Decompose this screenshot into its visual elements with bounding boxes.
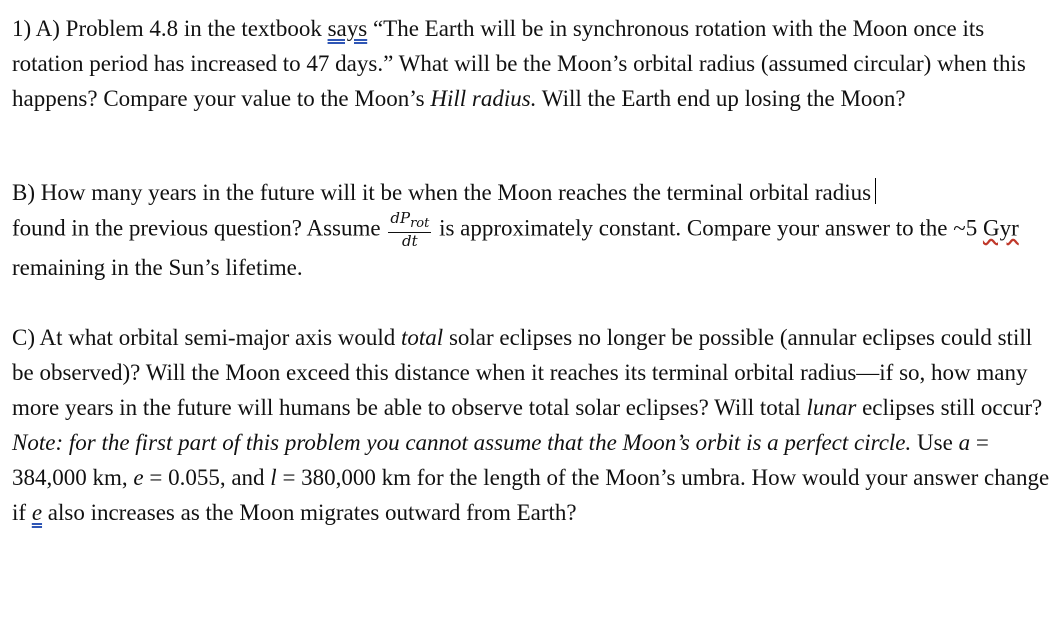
hill-radius-term: Hill radius.: [430, 86, 537, 111]
variable-e-underlined: e: [31, 500, 43, 525]
question-part-c: [12, 320, 1055, 530]
gyr-spellcheck-word: Gyr: [982, 215, 1019, 241]
part-c-text-7: = 380,000 km for the length of the Moon’s umbra. How would your answer change if: [12, 465, 1050, 525]
fraction-numerator-subscript: rot: [410, 216, 430, 231]
total-emphasis: total: [401, 325, 444, 350]
question-part-a: [12, 11, 1055, 116]
part-c-text-8: also increases as the Moon migrates outward from Earth?: [42, 500, 577, 525]
question-part-b: [12, 175, 1055, 285]
part-c-text-1: C) At what orbital semi-major axis would: [12, 325, 402, 350]
variable-a: a: [958, 430, 971, 455]
text-cursor: [875, 178, 876, 204]
fraction-denominator: dt: [402, 232, 418, 250]
part-c-text-6: = 0.055, and: [143, 465, 271, 490]
fraction-numerator-main: dP: [390, 209, 411, 227]
part-c-text-2: solar eclipses no longer be possible (annular eclipses could still be observed)? Will the Moon exceed this distance when it reaches its terminal orbital radius—if so, how many more years in the future will humans be able to observe total solar eclipses? Will total: [12, 325, 1033, 420]
part-a-text-2: “The Earth will be in synchronous rotation with the Moon once its rotation period has increased to 47 days.” What will be the Moon’s orbital radius (assumed circular) when this happens? Compare your value to the Moon’s: [12, 16, 1026, 111]
part-b-text-4: remaining in the Sun’s lifetime.: [12, 255, 303, 280]
part-b-text-1: B) How many years in the future will it be when the Moon reaches the terminal orbital radius: [12, 180, 872, 205]
says-spellcheck-word: says: [327, 16, 368, 41]
part-c-text-5: = 384,000 km,: [12, 430, 989, 490]
part-c-text-3: eclipses still occur?: [856, 395, 1043, 420]
part-b-text-2: found in the previous question? Assume: [12, 215, 387, 241]
part-a-text-3: Will the Earth end up losing the Moon?: [536, 86, 906, 111]
variable-e: e: [133, 465, 144, 490]
lunar-emphasis: lunar: [806, 395, 857, 420]
variable-l: l: [270, 465, 277, 490]
note-text: Note: for the first part of this problem you cannot assume that the Moon’s orbit is a perfect circle.: [12, 430, 912, 455]
dprot-dt-fraction: [388, 210, 431, 250]
part-a-text-1: 1) A) Problem 4.8 in the textbook: [12, 16, 328, 41]
fraction-numerator: [388, 210, 431, 233]
part-b-text-3: is approximately constant. Compare your answer to the ~5: [433, 215, 983, 241]
part-c-text-4: Use: [911, 430, 959, 455]
